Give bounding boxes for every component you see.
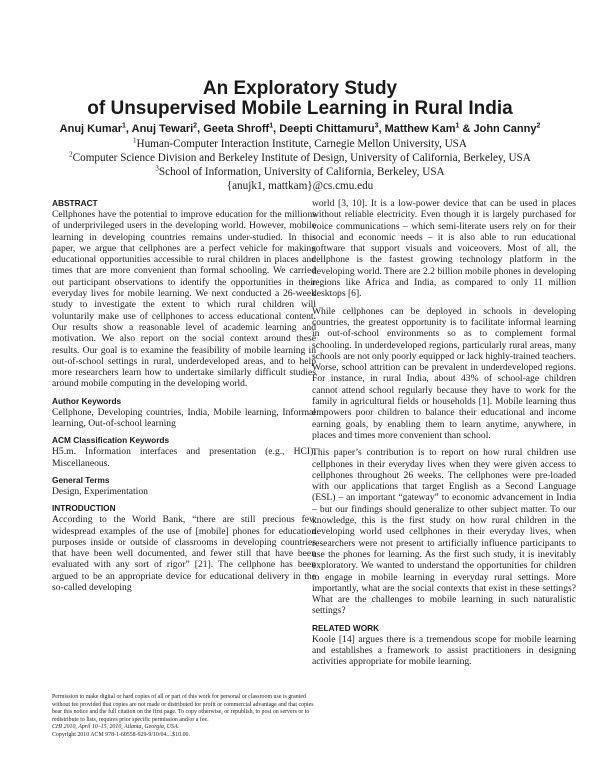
permission-footnote	[52, 694, 316, 740]
author: Deepti Chittamuru$^3$,	[279, 122, 385, 135]
introduction-heading: INTRODUCTION	[52, 503, 116, 514]
acm-heading: ACM Classification Keywords	[52, 435, 170, 446]
affiliation-1: $^1$Human-Computer Interaction Institute, Carnegie Mellon University, USA	[133, 136, 467, 150]
author: Anuj Tewari$^2$,	[131, 122, 204, 135]
paper-title-line-1: An Exploratory Study	[202, 78, 398, 99]
venue-text: CHI 2010, April 10–15, 2010, Atlanta, Georgia, USA.	[52, 724, 180, 731]
author-emails: {anujk1, mattkam}@cs.cmu.edu	[226, 180, 374, 192]
abstract-text: Cellphones have the potential to improve education for the millions of underprivileged users in the developing world. However, mobile learning in developing countries remains under-studied. In this paper, we argue that cellphones are a perfect vehicle for making educational opportunities accessible to rural children in places and times that are more convenient than formal schooling. We carried out participant observations to identify the opportunities in their everyday lives for mobile learning. We next conducted a 26-week study to investigate the extent to which rural children will voluntarily make use of cellphones to access educational content. Our results show a reasonable level of academic learning and motivation. We also report on the social context around these results. Our goal is to examine the feasibility of mobile learning in out-of-school settings in rural, underdeveloped areas, and to help more researchers learn how to undertake similarly difficult studies around mobile computing in the developing world.	[52, 209, 316, 390]
related-work-text: Koole [14] argues there is a tremendous scope for mobile learning and establishes a framework to assist practitioners in designing activities appropriate for mobile learning.	[312, 633, 576, 668]
affiliation-3: $^3$School of Information, University of California, Berkeley, USA	[155, 164, 445, 178]
author: John Canny$^2$	[473, 122, 541, 135]
right-column	[312, 198, 576, 674]
intro-paragraph-2: While cellphones can be deployed in schools in developing countries, the greatest opportunity is to facilitate informal learning in out-of-school environments so as to complement formal schooling. In underdeveloped regions, particularly rural areas, many schools are not only poorly equipped or lack highly-trained teachers. Worse, school attrition can be prevalent in underdeveloped regions. For instance, in rural India, about 43% of school-age children cannot attend school regularly because they have to work for the family in agricultural fields or households [1]. Mobile learning thus empowers poor children to balance their educational and income earning goals, by enabling them to learn anytime, anywhere, in places and times more convenient than school.	[312, 305, 576, 441]
left-column	[52, 198, 316, 599]
author: Anuj Kumar$^1$,	[59, 122, 132, 135]
related-work-heading: RELATED WORK	[312, 622, 380, 633]
affiliation-2: $^2$Computer Science Division and Berkeley Institute of Design, University of California, Berkeley, USA	[69, 150, 531, 164]
intro-paragraph-3: This paper’s contribution is to report on how rural children use cellphones in their everyday lives when they were given access to cellphones throughout 26 weeks. The cellphones were pre-loaded with our applications that target English as a Second Language (ESL) – an important “gateway” to economic advancement in India – but our findings should generalize to other subject matter. To our knowledge, this is the first study on how rural children in the developing world used cellphones in their everyday lives, when researchers were not present to artificially influence participants to use the phones for learning. As the first such study, it is inevitably exploratory. We wanted to understand the opportunities for children to engage in mobile learning in everyday rural settings. More importantly, what are the social contexts that exist in these settings? What are the challenges to mobile learning in such naturalistic settings?	[312, 447, 576, 617]
keywords-text: Cellphone, Developing countries, India, Mobile learning, Informal learning, Out-of-school learning	[52, 406, 316, 430]
author: Matthew Kam$^1$ &	[384, 122, 474, 135]
paper-title-line-2: of Unsupervised Mobile Learning in Rural India	[87, 98, 513, 119]
terms-heading: General Terms	[52, 474, 110, 485]
author-list	[0, 122, 600, 136]
abstract-heading: ABSTRACT	[52, 198, 98, 208]
copyright-text: Copyright 2010 ACM 978-1-60558-929-9/10/04....$10.00.	[52, 731, 190, 738]
terms-text: Design, Experimentation	[52, 485, 148, 497]
permission-text: Permission to make digital or hard copies of all or part of this work for personal or classroom use is granted without fee provided that copies are not made or distributed for profit or commercial advantage and that copies bear this notice and the full citation on the first page. To copy otherwise, or republish, to post on servers or to redistribute to lists, requires prior specific permission and/or a fee.	[52, 694, 314, 723]
intro-paragraph-1: world [3, 10]. It is a low-power device that can be used in places without reliable electricity. Even though it is largely purchased for voice communications – which semi-literate users rely on for their social and economic needs – it is also able to run educational software that support visuals and voiceovers. Most of all, the cellphone is the fastest growing technology platform in the developing world. There are 2.2 billion mobile phones in developing regions like Africa and India, as compared to only 11 million desktops [6].	[312, 198, 576, 300]
introduction-text: According to the World Bank, “there are still precious few widespread examples of the use of [mobile] phones for education purposes inside or outside of classrooms in developing countries that have been well documented, and fewer still that have been evaluated with any sort of rigor” [21]. The cellphone has been argued to be an appropriate device for educational delivery in the so-called developing	[52, 514, 316, 594]
acm-text: H5.m. Information interfaces and presentation (e.g., HCI): Miscellaneous.	[52, 446, 316, 469]
keywords-heading: Author Keywords	[52, 395, 122, 406]
author: Geeta Shroff$^1$,	[203, 122, 280, 135]
